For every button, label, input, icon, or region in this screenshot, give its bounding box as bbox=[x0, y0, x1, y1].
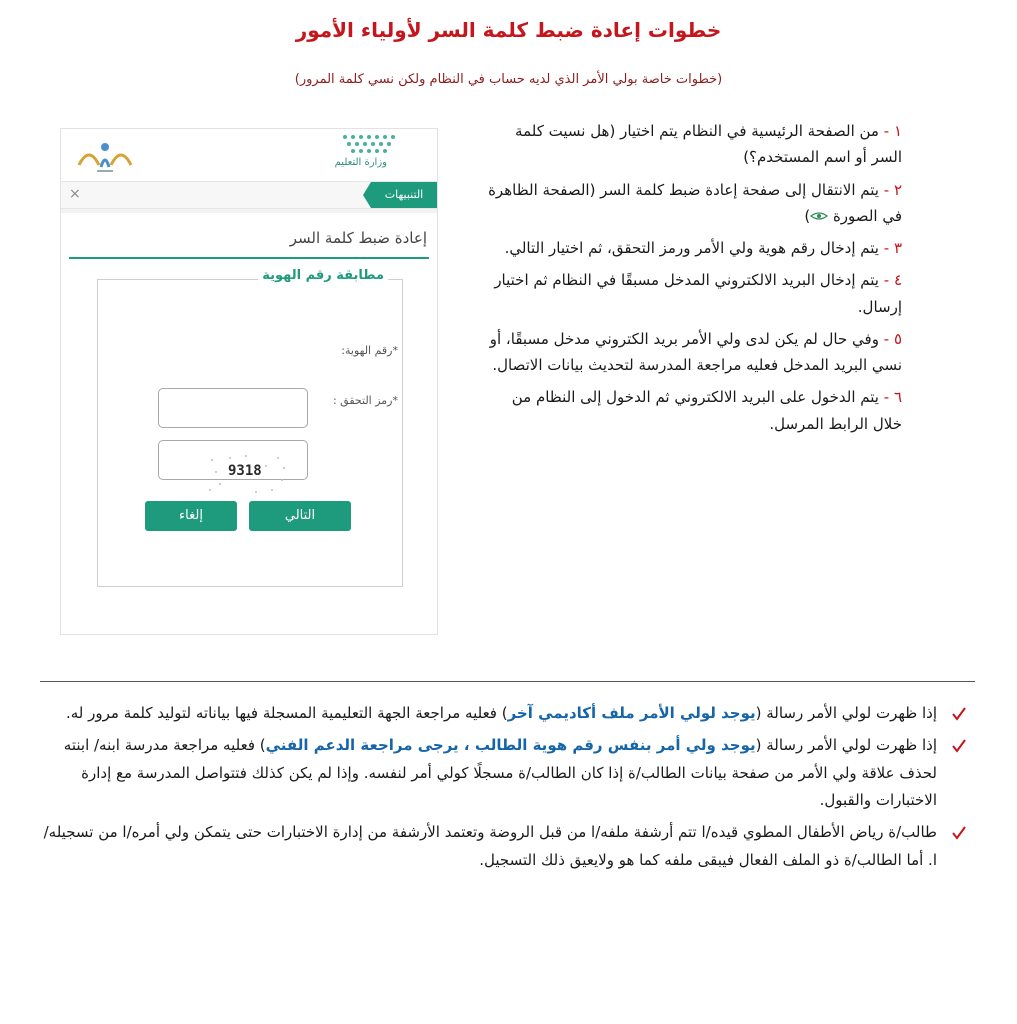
note-text: إذا ظهرت لولي الأمر رسالة ( bbox=[755, 704, 937, 722]
id-match-fieldset bbox=[97, 268, 403, 587]
step-text: من الصفحة الرئيسية في النظام يتم اختيار (هل نسيت كلمة السر أو اسم المستخدم؟) bbox=[515, 122, 902, 167]
alerts-tab: التنبيهات bbox=[371, 182, 437, 208]
reset-page-title: إعادة ضبط كلمة السر bbox=[289, 229, 427, 247]
next-button: التالي bbox=[249, 501, 351, 531]
step-text: يتم إدخال البريد الالكتروني المدخل مسبقًا في النظام ثم اختيار إرسال. bbox=[494, 271, 902, 316]
step-1 bbox=[482, 118, 902, 171]
alerts-bar bbox=[61, 181, 437, 209]
note-2 bbox=[40, 732, 937, 815]
note-text: ) فعليه مراجعة مدرسة ابنه/ ابنته لحذف علاقة ولي الأمر من صفحة بيانات الطالب/ة إذا كان الطالب/ة مسجلًا كولي أمر لنفسه. وإذا لم يكن كذلك فتتواصل المدرسة مع إدارة الاختبارات والقبول. bbox=[63, 735, 937, 810]
checkmark-icon bbox=[951, 706, 967, 722]
document-subtitle: (خطوات خاصة بولي الأمر الذي لديه حساب في النظام ولكن نسي كلمة المرور) bbox=[294, 72, 723, 87]
note-text: طالب/ة رياض الأطفال المطوي قيده/ا تتم أرشفة ملفه/ا من قبل الروضة وتعتمد الأرشفة من إدارة الاختبارات حتى يتمكن ولي أمره/ا من تسجيله/ا. أما الطالب/ة ذو الملف الفعال فيبقى ملفه كما هو ولايعيق ذلك التسجيل. bbox=[43, 823, 937, 869]
ministry-logo bbox=[315, 135, 425, 177]
captcha-label: *رمز التحقق : bbox=[332, 394, 398, 407]
step-text: وفي حال لم يكن لدى ولي الأمر بريد الكتروني مدخل مسبقًا، أو نسي البريد المدخل فعليه مراجعة المدرسة لتحديث بيانات الاتصال. bbox=[489, 329, 902, 374]
step-text: يتم الانتقال إلى صفحة إعادة ضبط كلمة السر (الصفحة الظاهرة في الصورة bbox=[488, 180, 902, 225]
note-text: إذا ظهرت لولي الأمر رسالة ( bbox=[755, 735, 937, 754]
ministry-logo-text: وزارة التعليم bbox=[334, 157, 387, 168]
note-highlight: يوجد لولي الأمر ملف أكاديمي آخر bbox=[507, 704, 756, 722]
note-highlight: يوجد ولي أمر بنفس رقم هوية الطالب ، يرجى مراجعة الدعم الفني bbox=[265, 735, 756, 754]
screenshot-header bbox=[61, 129, 437, 181]
id-number-input bbox=[158, 388, 308, 428]
step-text-end: ) bbox=[804, 206, 811, 225]
note-text: ) فعليه مراجعة الجهة التعليمية المسجلة فيها بياناته لتوليد كلمة مرور له. bbox=[66, 704, 508, 722]
captcha-image bbox=[206, 450, 288, 496]
step-number: ١ - bbox=[883, 122, 902, 140]
captcha-code: 9318 bbox=[228, 463, 262, 479]
section-divider bbox=[40, 681, 975, 682]
cancel-button: إلغاء bbox=[145, 501, 237, 531]
checkmark-icon bbox=[951, 825, 967, 841]
document-title: خطوات إعادة ضبط كلمة السر لأولياء الأمور bbox=[295, 18, 722, 42]
system-logo-icon bbox=[73, 135, 137, 175]
step-6 bbox=[482, 384, 902, 437]
step-number: ٦ - bbox=[883, 388, 902, 407]
reset-password-screenshot bbox=[60, 128, 438, 635]
title-divider bbox=[69, 257, 429, 259]
step-number: ٥ - bbox=[883, 329, 902, 348]
note-3 bbox=[40, 819, 937, 875]
step-text: يتم الدخول على البريد الالكتروني ثم الدخول إلى النظام من خلال الرابط المرسل. bbox=[511, 388, 902, 433]
logo-dots-icon bbox=[339, 135, 395, 155]
note-1 bbox=[40, 700, 937, 728]
steps-list bbox=[482, 118, 902, 443]
step-4 bbox=[482, 267, 902, 320]
step-2 bbox=[482, 177, 902, 230]
pointing-hand-icon bbox=[810, 211, 828, 221]
notes-list bbox=[40, 700, 937, 879]
close-icon: × bbox=[69, 186, 81, 202]
step-3 bbox=[482, 235, 902, 261]
checkmark-icon bbox=[951, 738, 967, 754]
step-text: يتم إدخال رقم هوية ولي الأمر ورمز التحقق، ثم اختيار التالي. bbox=[504, 239, 879, 257]
step-5 bbox=[482, 326, 902, 379]
step-number: ٣ - bbox=[883, 239, 902, 257]
step-number: ٢ - bbox=[883, 180, 902, 199]
screenshot-body bbox=[61, 213, 437, 634]
id-number-label: *رقم الهوية: bbox=[341, 344, 398, 357]
fieldset-legend: مطابقة رقم الهوية bbox=[258, 268, 388, 283]
step-number: ٤ - bbox=[883, 271, 902, 290]
